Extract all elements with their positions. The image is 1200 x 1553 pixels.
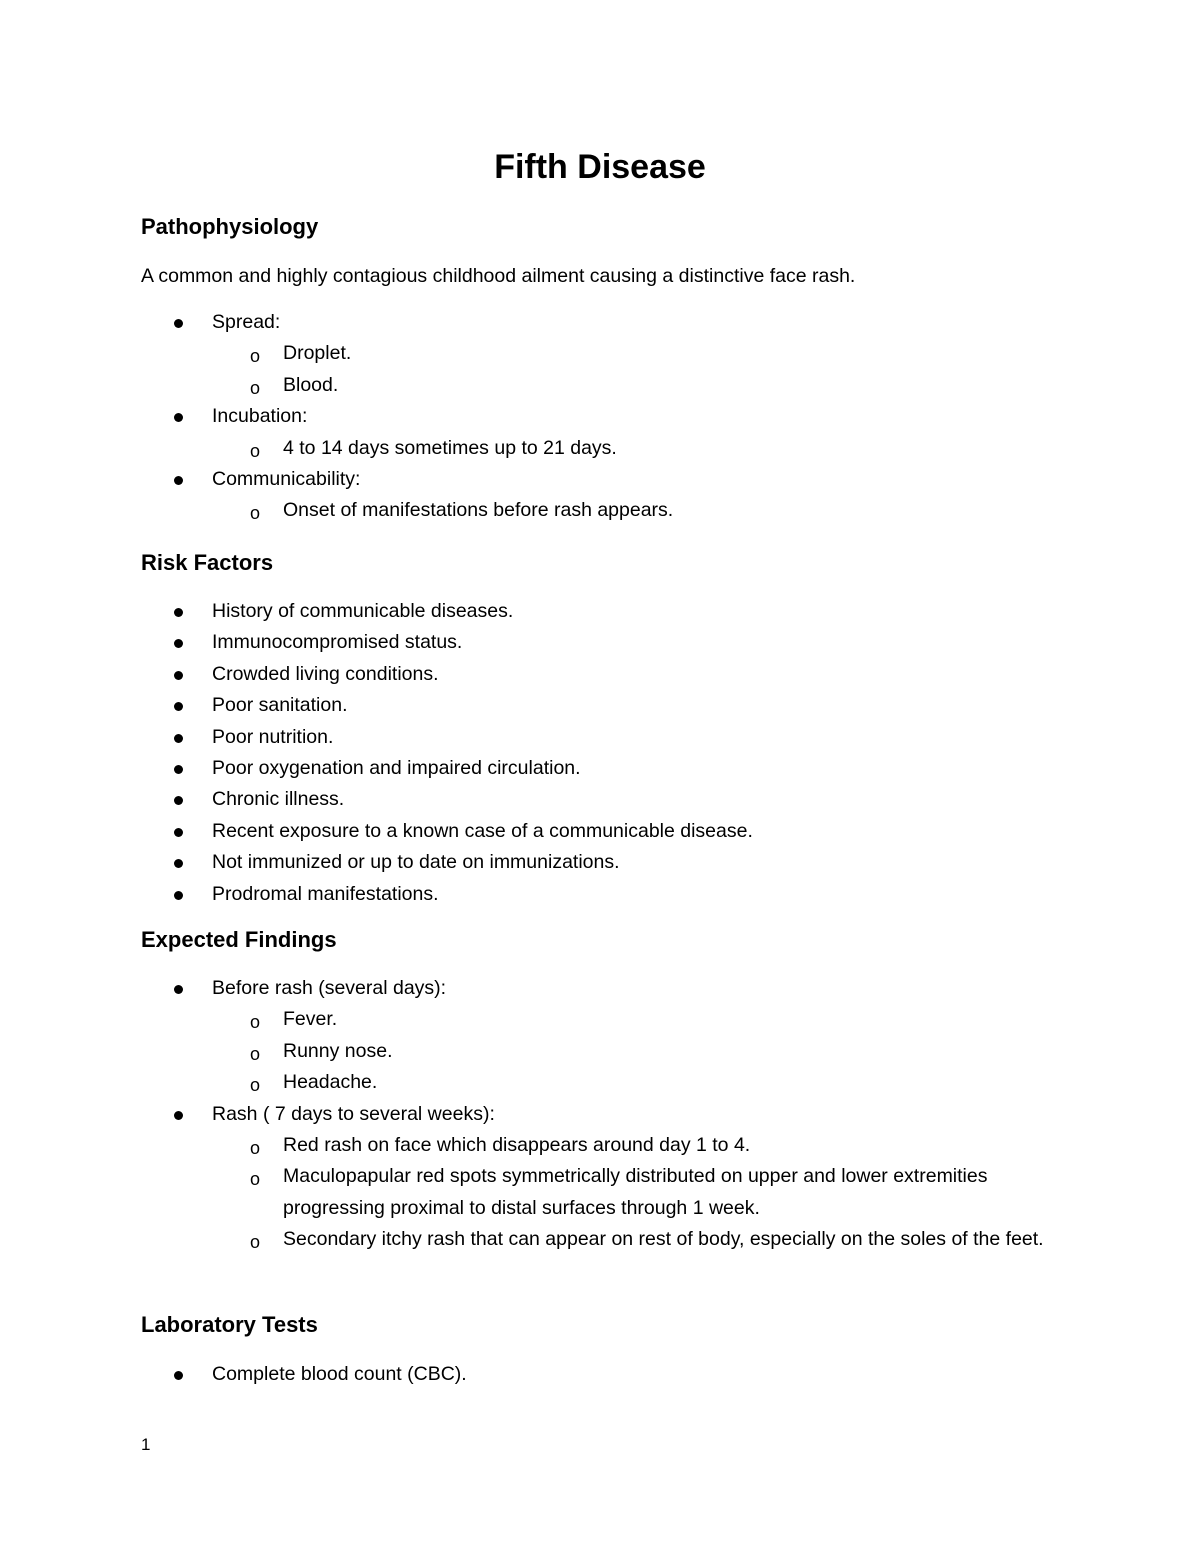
circle-bullet-icon: o — [250, 346, 261, 367]
bullet-icon — [174, 891, 183, 900]
list-item-text: Crowded living conditions. — [212, 662, 439, 685]
list-item-text: Complete blood count (CBC). — [212, 1363, 467, 1385]
bullet-icon — [174, 319, 183, 328]
bullet-icon — [174, 734, 183, 743]
list-item — [0, 307, 1200, 338]
list-item-text: Spread: — [212, 311, 281, 333]
circle-bullet-icon: o — [250, 1232, 261, 1253]
circle-bullet-icon: o — [250, 1012, 261, 1033]
bullet-icon — [174, 985, 183, 994]
bullet-icon — [174, 796, 183, 805]
list-item — [0, 659, 1200, 690]
section-heading-laboratory-tests: Laboratory Tests — [141, 1312, 318, 1337]
bullet-icon — [174, 413, 183, 422]
list-item — [0, 784, 1200, 815]
sub-list-item-text: Runny nose. — [283, 1039, 393, 1062]
list-item-text: Recent exposure to a known case of a communicable disease. — [212, 819, 753, 842]
page-title: Fifth Disease — [494, 148, 706, 186]
list-item-text: Poor sanitation. — [212, 694, 348, 717]
list-item — [0, 847, 1200, 878]
list-item-text: Poor nutrition. — [212, 725, 334, 748]
list-item-text: Communicability: — [212, 468, 361, 491]
sub-list-item-text: Red rash on face which disappears around day 1 to 4. — [283, 1134, 751, 1157]
list-item-text: Immunocompromised status. — [212, 631, 463, 654]
sub-list-item-text: Fever. — [283, 1008, 338, 1031]
page-number: 1 — [141, 1435, 151, 1454]
list-item-text: Not immunized or up to date on immunizations. — [212, 851, 620, 874]
sub-list-item — [0, 433, 1200, 464]
list-item-text: Incubation: — [212, 405, 308, 428]
section-heading-pathophysiology: Pathophysiology — [141, 214, 319, 239]
circle-bullet-icon: o — [250, 503, 261, 524]
sub-list-item — [0, 1130, 1200, 1161]
list-item-text: Prodromal manifestations. — [212, 882, 439, 905]
bullet-icon — [174, 671, 183, 680]
list-item — [0, 879, 1200, 910]
circle-bullet-icon: o — [250, 440, 261, 461]
sub-list-item-text: Maculopapular red spots symmetrically distributed on upper and lower extremities progressing proximal to distal surfaces through 1 week. — [283, 1165, 988, 1219]
list-item-text: Rash ( 7 days to several weeks): — [212, 1102, 495, 1125]
sub-list-item-text: Blood. — [283, 373, 339, 396]
section-heading-expected-findings: Expected Findings — [141, 927, 337, 952]
list-item — [0, 401, 1200, 432]
sub-list-item-text: Secondary itchy rash that can appear on rest of body, especially on the soles of the feet. — [283, 1228, 1044, 1251]
list-item — [0, 690, 1200, 721]
sub-list-item — [0, 1224, 1200, 1255]
sub-list-item — [0, 1004, 1200, 1035]
bullet-icon — [174, 859, 183, 868]
sub-list-item-text: Headache. — [283, 1071, 378, 1094]
list-item — [0, 627, 1200, 658]
bullet-icon — [174, 1111, 183, 1120]
list-item — [0, 753, 1200, 784]
list-item-text: Before rash (several days): — [212, 977, 447, 999]
circle-bullet-icon: o — [250, 377, 261, 398]
circle-bullet-icon: o — [250, 1043, 261, 1064]
sub-list-item-text: Droplet. — [283, 342, 352, 365]
circle-bullet-icon: o — [250, 1169, 261, 1190]
sub-list-item — [0, 495, 1200, 526]
circle-bullet-icon: o — [250, 1075, 261, 1096]
pathophysiology-list — [0, 307, 1200, 527]
list-item-text: Chronic illness. — [212, 788, 345, 811]
risk-factors-list — [0, 596, 1200, 910]
bullet-icon — [174, 639, 183, 648]
bullet-icon — [174, 765, 183, 774]
laboratory-tests-list — [0, 1359, 1200, 1390]
bullet-icon — [174, 702, 183, 711]
list-item — [0, 464, 1200, 495]
bullet-icon — [174, 476, 183, 485]
list-item — [0, 1099, 1200, 1130]
sub-list-item-text: Onset of manifestations before rash appears. — [283, 499, 674, 522]
list-item — [0, 973, 1200, 1004]
sub-list-item — [0, 1161, 1200, 1224]
sub-list-item — [0, 1067, 1200, 1098]
list-item-text: Poor oxygenation and impaired circulation. — [212, 757, 581, 780]
sub-list-item — [0, 370, 1200, 401]
sub-list-item — [0, 338, 1200, 369]
circle-bullet-icon: o — [250, 1138, 261, 1159]
pathophysiology-intro: A common and highly contagious childhood ailment causing a distinctive face rash. — [141, 265, 856, 287]
sub-list-item-text: 4 to 14 days sometimes up to 21 days. — [283, 436, 617, 459]
list-item-text: History of communicable diseases. — [212, 600, 514, 622]
bullet-icon — [174, 828, 183, 837]
list-item — [0, 816, 1200, 847]
expected-findings-list — [0, 973, 1200, 1256]
sub-list-item — [0, 1036, 1200, 1067]
section-heading-risk-factors: Risk Factors — [141, 550, 274, 575]
bullet-icon — [174, 1371, 183, 1380]
list-item — [0, 1359, 1200, 1390]
bullet-icon — [174, 608, 183, 617]
list-item — [0, 722, 1200, 753]
list-item — [0, 596, 1200, 627]
